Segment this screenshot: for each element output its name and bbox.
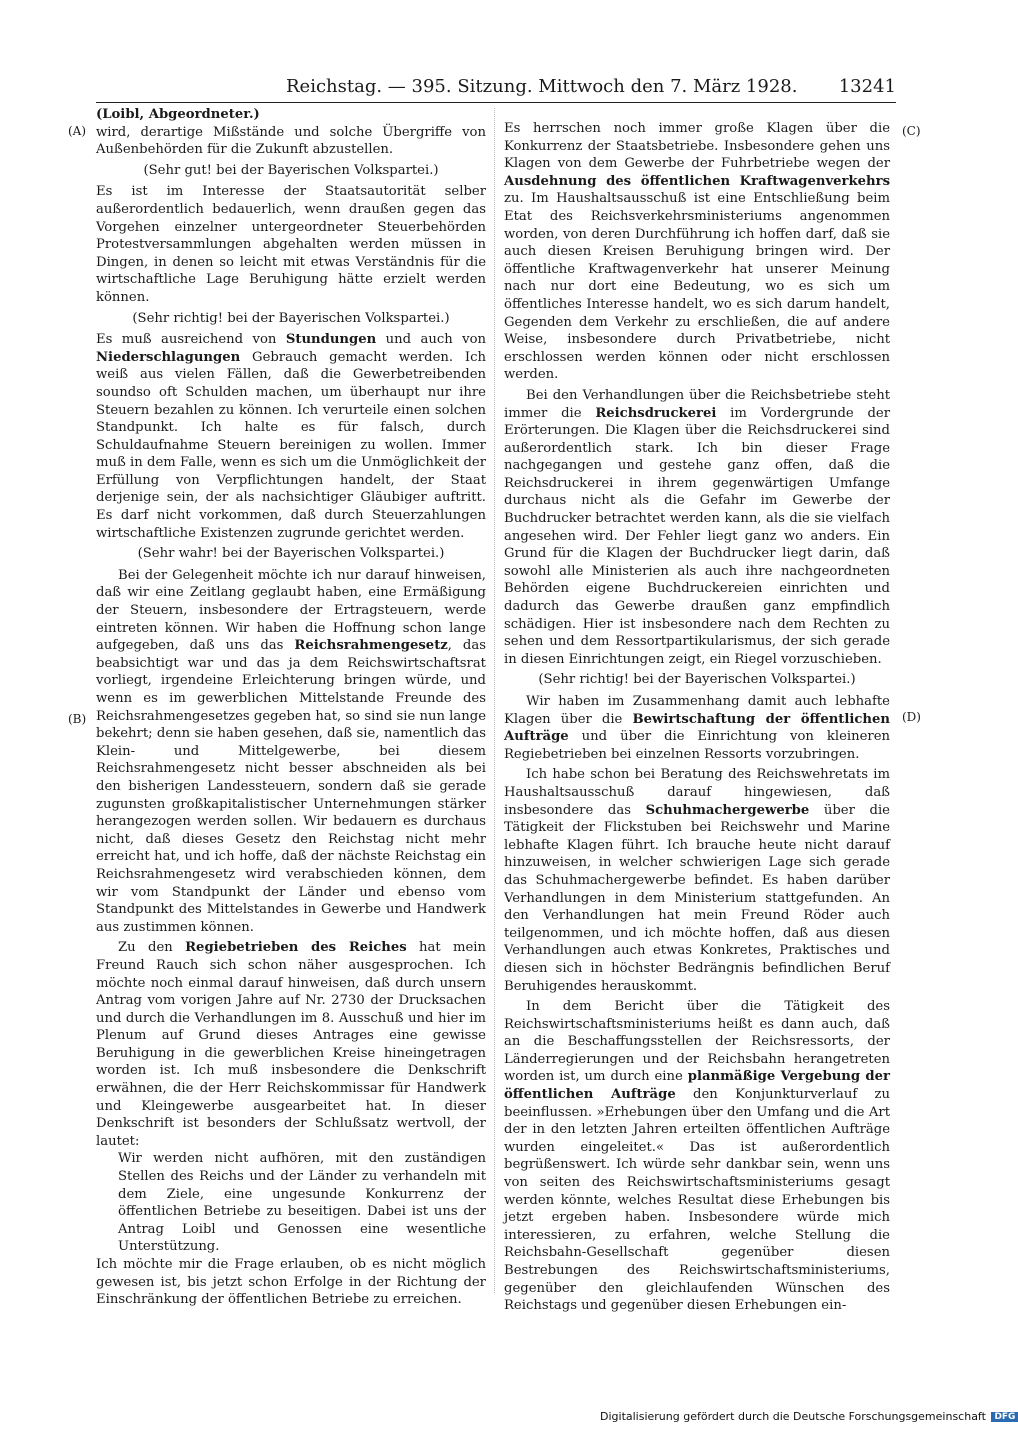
paragraph: Wir haben im Zusammenhang damit auch lebhafte Klagen über die Bewirtschaftung der öffentlichen Aufträge und über die Einrichtung von kleineren Regiebetrieben bei einzelnen Ressorts vorzubringen. bbox=[504, 694, 891, 762]
left-column bbox=[96, 106, 486, 1309]
paragraph: Ich habe schon bei Beratung des Reichswehretats im Haushaltsausschuß darauf hingewiesen, daß insbesondere das Schuhmachergewerbe über die Tätigkeit der Flickstuben bei Reichswehr und Marine lebhafte Klagen führt. Ich brauche heute nicht darauf hinzuweisen, in welcher schwierigen Lage sich gerade das Schuhmachergewerbe befindet. Es haben darüber Verhandlungen in dem Ministerium stattgefunden. An den Verhandlungen hat mein Freund Röder auch teilgenommen, und ich möchte hoffen, daß aus diesen Verhandlungen auch etwas Konkretes, Praktisches und diesen sich in höchster Bedrängnis befindlichen Beruf Beruhigendes herauskommt. bbox=[504, 767, 890, 994]
dfg-logo: DFG bbox=[991, 1412, 1018, 1422]
margin-marker-d: (D) bbox=[902, 710, 921, 724]
interjection: (Sehr wahr! bei der Bayerischen Volkspartei.) bbox=[137, 546, 445, 562]
margin-marker-a: (A) bbox=[68, 124, 87, 138]
paragraph: In dem Bericht über die Tätigkeit des Reichswirtschaftsministeriums heißt es dann auch, daß an die Beschaffungsstellen der Reichsressorts, der Länderregierungen und der Reichsbahn herangetreten worden ist, um durch eine planmäßige Vergebung der öffentlichen Aufträge den Konjunkturverlauf zu beeinflussen. »Erhebungen über den Umfang und die Art der in den letzten Jahren erteilten öffentlichen Aufträge wurden eingeleitet.« Das ist außerordentlich begrüßenswert. Ich würde sehr dankbar sein, wenn uns von seiten des Reichswirtschaftsministeriums gesagt werden könnte, welches Resultat diese Erhebungen bis jetzt ergeben haben. Insbesondere würde mich interessieren, zu erfahren, welche Stellung die Reichsbahn-Gesellschaft gegenüber diesen Bestrebungen des Reichswirtschaftsministeriums, gegenüber den gleichlaufenden Wünschen des Reichstags und gegenüber diesen Erhebungen ein- bbox=[504, 999, 890, 1314]
emphasis: Bewirtschaftung der öffentlichen Aufträge bbox=[504, 711, 891, 745]
emphasis: Reichsdruckerei bbox=[595, 405, 717, 421]
emphasis: planmäßige Vergebung der öffentlichen Aufträge bbox=[504, 1069, 890, 1103]
running-title: Reichstag. — 395. Sitzung. Mittwoch den 7. März 1928. bbox=[286, 76, 798, 97]
paragraph: wird, derartige Mißstände und solche Übergriffe von Außenbehörden für die Zukunft abzustellen. bbox=[96, 124, 486, 158]
margin-marker-b: (B) bbox=[68, 712, 87, 726]
paragraph: Zu den Regiebetrieben des Reiches hat mein Freund Rauch sich schon näher ausgesprochen. Ich möchte noch einmal darauf hinweisen, daß durch unsern Antrag vom vorigen Jahre auf Nr. 2730 der Drucksachen und durch die Verhandlungen im 8. Ausschuß und hier im Plenum auf Grund dieses Antrages eine gewisse Beruhigung in die gewerblichen Kreise hineingetragen worden ist. Ich muß insbesondere die Denkschrift erwähnen, die der Herr Reichskommissar für Handwerk und Kleingewerbe ausgearbeitet hat. In dieser Denkschrift ist besonders der Schlußsatz wertvoll, der lautet: bbox=[96, 940, 487, 1149]
interjection: (Sehr richtig! bei der Bayerischen Volkspartei.) bbox=[538, 672, 856, 688]
emphasis: Niederschlagungen bbox=[96, 349, 241, 365]
interjection: (Sehr gut! bei der Bayerischen Volkspartei.) bbox=[143, 162, 439, 178]
paragraph: Es herrschen noch immer große Klagen über die Konkurrenz der Staatsbetriebe. Insbesondere gehen uns Klagen von dem Gewerbe der Fuhrbetriebe wegen der Ausdehnung des öffentlichen Kraftwagenverkehrs zu. Im Haushaltsausschuß ist eine Entschließung beim Etat des Reichsverkehrsministeriums angenommen worden, von deren Durchführung ich hoffen darf, daß sie auch diesen Kreisen Beruhigung bringen wird. Der öffentliche Kraftwagenverkehr hat unserer Meinung nach nur dort eine Bedeutung, wo es sich um öffentliches Interesse handelt, wo es sich darum handelt, Gegenden dem Verkehr zu erschließen, die auf andere Weise, insbesondere durch Privatbetriebe, nicht erschlossen werden können oder nicht erschlossen werden. bbox=[504, 121, 890, 383]
speaker-line: (Loibl, Abgeordneter.) bbox=[96, 107, 260, 122]
margin-marker-c: (C) bbox=[902, 124, 921, 138]
emphasis: Stundungen bbox=[285, 332, 377, 348]
column-divider bbox=[494, 108, 495, 1293]
emphasis: Ausdehnung des öffentlichen Kraftwagenverkehrs bbox=[504, 173, 890, 189]
paragraph: Bei der Gelegenheit möchte ich nur darauf hinweisen, daß wir eine Zeitlang geglaubt haben, eine Ermäßigung der Steuern, insbesondere der Ertragsteuern, werde eintreten können. Wir haben die Hoffnung schon lange aufgegeben, daß uns das Reichsrahmengesetz, das beabsichtigt war und das ja dem Reichswirtschaftsrat vorliegt, irgendeine Erleichterung bringen würde, und wenn es im gewerblichen Mittelstande Freunde des Reichsrahmengesetzes gegeben hat, so sind sie nun lange bekehrt; denn sie haben gesehen, daß sie, namentlich das Klein- und Mittelgewerbe, bei diesem Reichsrahmengesetz nicht besser abschneiden als bei den bisherigen Landessteuern, sondern daß sie gerade zugunsten großkapitalistischer Unternehmungen stärker herangezogen werden sollen. Wir bedauern es durchaus nicht, daß dieses Gesetz den Reichstag nicht mehr erreicht hat, und ich hoffe, daß der nächste Reichstag ein Reichsrahmengesetz wird verabschieden können, dem wir vom Standpunkt der Länder und ebenso vom Standpunkt des Mittelstandes in Gewerbe und Handwerk aus zustimmen können. bbox=[96, 567, 486, 935]
emphasis: Reichsrahmengesetz bbox=[294, 638, 448, 654]
paragraph: Es muß ausreichend von Stundungen und auch von Niederschlagungen Gebrauch gemacht werden. Ich weiß aus vielen Fällen, daß die Gewerbetreibenden soundso oft Schulden machen, um überhaupt nur ihre Steuern bezahlen zu können. Ich verurteile einen solchen Standpunkt. Ich halte es für falsch, durch Schuldaufnahme Steuern bereinigen zu wollen. Immer muß in dem Falle, wenn es sich um die Unmöglichkeit der Erfüllung von Verpflichtungen handelt, der Staat derjenige sein, der als nachsichtiger Gläubiger auftritt. Es darf nicht vorkommen, daß durch Steuerzahlungen wirtschaftliche Existenzen zugrunde gerichtet werden. bbox=[96, 332, 487, 541]
page-header bbox=[96, 76, 896, 103]
paragraph: Es ist im Interesse der Staatsautorität selber außerordentlich bedauerlich, wenn draußen gegen das Vorgehen einzelner untergeordneter Steuerbehörden Protestversammlungen abgehalten werden müssen in Dingen, in denen so leicht mit etwas Verständnis für die wirtschaftliche Lage Beruhigung hätte erzielt werden können. bbox=[96, 184, 486, 305]
interjection: (Sehr richtig! bei der Bayerischen Volkspartei.) bbox=[132, 310, 450, 326]
right-column bbox=[504, 120, 890, 1315]
emphasis: Schuhmachergewerbe bbox=[645, 802, 810, 818]
block-quote: Wir werden nicht aufhören, mit den zuständigen Stellen des Reichs und der Länder zu verhandeln mit dem Ziele, eine ungesunde Konkurrenz der öffentlichen Betriebe zu beseitigen. Dabei ist uns der Antrag Loibl und Genossen eine wesentliche Unterstützung. bbox=[118, 1151, 486, 1255]
page-number: 13241 bbox=[838, 76, 896, 97]
footer-text: Digitalisierung gefördert durch die Deutsche Forschungsgemeinschaft bbox=[600, 1410, 986, 1423]
footer bbox=[600, 1410, 1018, 1423]
emphasis: Regiebetrieben des Reiches bbox=[185, 940, 407, 956]
paragraph: Ich möchte mir die Frage erlauben, ob es nicht möglich gewesen ist, bis jetzt schon Erfolge in der Richtung der Einschränkung der öffentlichen Betriebe zu erreichen. bbox=[96, 1257, 486, 1308]
paragraph: Bei den Verhandlungen über die Reichsbetriebe steht immer die Reichsdruckerei im Vordergrunde der Erörterungen. Die Klagen über die Reichsdruckerei sind außerordentlich stark. Ich bin dieser Frage nachgegangen und gestehe ganz offen, daß die Reichsdruckerei in ihrem gegenwärtigen Umfange durchaus nicht als die Gefahr im Gewerbe der Buchdrucker betrachtet werden kann, als die sie vielfach angesehen wird. Der Fehler liegt ganz wo anders. Ein Grund für die Klagen der Buchdrucker liegt darin, daß sowohl alle Ministerien als auch ihre nachgeordneten Behörden eigene Buchdruckereien einrichten und dadurch das Gewerbe draußen ganz empfindlich schädigen. Hier ist insbesondere nach dem Rechten zu sehen und dem Ressortpartikularismus, der sich gerade in diesen Einrichtungen zeigt, ein Riegel vorzuschieben. bbox=[504, 387, 891, 667]
